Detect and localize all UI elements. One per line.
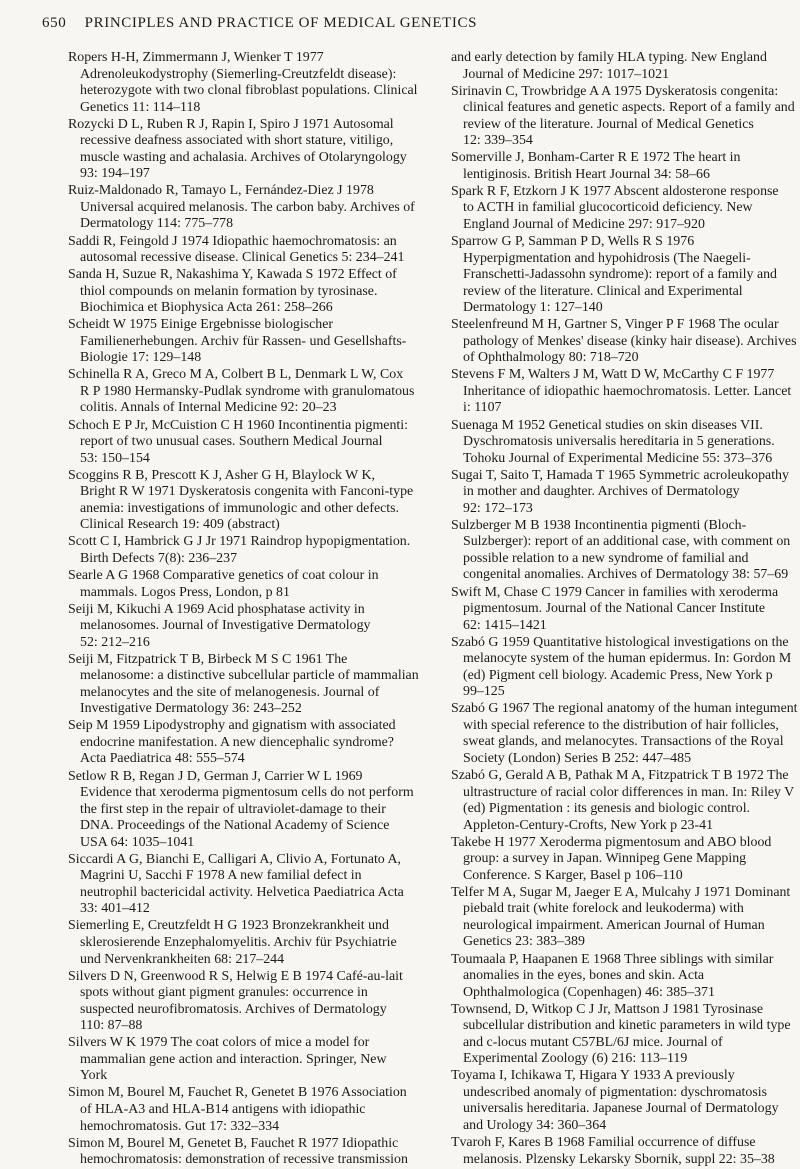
reference-line: Sulzberger): report of an additional case, with comment on — [463, 534, 791, 550]
reference-line: Schinella R A, Greco M A, Colbert B L, Denmark L W, Cox — [68, 367, 404, 383]
reference-line: thiol compounds on melanin formation by tyrosinase. — [80, 283, 378, 299]
reference-line: of HLA-A3 and HLA-B14 antigens with idiopathic — [80, 1101, 366, 1117]
reference-line: Steelenfreund M H, Gartner S, Vinger P F 1968 The ocular — [451, 317, 779, 333]
reference-line: Seiji M, Fitzpatrick T B, Birbeck M S C 1961 The — [68, 651, 348, 667]
reference-line: 52: 212–216 — [80, 634, 150, 650]
reference-line: 12: 339–354 — [463, 133, 533, 149]
reference-entry — [451, 468, 796, 518]
reference-entry — [68, 918, 413, 968]
reference-line: Searle A G 1968 Comparative genetics of coat colour in — [68, 567, 379, 583]
reference-line: spots without giant pigment granules: occurrence in — [80, 985, 368, 1001]
reference-entry — [451, 367, 796, 417]
reference-entry — [68, 418, 413, 468]
reference-line: melanosomes. Journal of Investigative Dermatology — [80, 618, 371, 634]
reference-line: ultrastructure of racial color differences in man. In: Riley V — [463, 784, 795, 800]
reference-entry — [68, 602, 413, 652]
reference-line: R P 1980 Hermansky-Pudlak syndrome with granulomatous — [80, 383, 415, 399]
reference-entry — [451, 150, 796, 183]
reference-entry — [451, 835, 796, 885]
reference-line: Sparrow G P, Samman P D, Wells R S 1976 — [451, 234, 695, 250]
reference-line: anemia: investigations of immunologic and other defects. — [80, 500, 400, 516]
reference-line: Tohoku Journal of Experimental Medicine 55: 373–376 — [463, 450, 773, 466]
reference-line: sweat glands, and melanocytes. Transactions of the Royal — [463, 734, 784, 750]
reference-line: Adrenoleukodystrophy (Siemerling-Creutzfeldt disease): — [80, 66, 397, 82]
reference-entry — [451, 1002, 796, 1068]
reference-entry — [68, 969, 413, 1035]
running-title: PRINCIPLES AND PRACTICE OF MEDICAL GENETICS — [84, 15, 478, 31]
reference-entry — [68, 718, 413, 768]
reference-line: Spark R F, Etzkorn J K 1977 Abscent aldosterone response — [451, 183, 779, 199]
reference-line: of Ophthalmology 80: 718–720 — [463, 350, 639, 366]
reference-line: Scott C I, Hambrick G J Jr 1971 Raindrop hypopigmentation. — [68, 534, 411, 550]
reference-line: Toumaala P, Haapanen E 1968 Three siblings with similar — [451, 951, 774, 967]
reference-entry — [451, 885, 796, 951]
reference-line: Somerville J, Bonham-Carter R E 1972 The heart in — [451, 150, 741, 166]
reference-line: Acta Paediatrica 48: 555–574 — [80, 751, 245, 767]
reference-line: Hyperpigmentation and hypohidrosis (The Naegeli- — [463, 250, 751, 266]
reference-line: Genetics 23: 383–389 — [463, 934, 585, 950]
reference-line: review of the literature. Clinical and Experimental — [463, 283, 743, 299]
reference-entry — [451, 317, 796, 367]
reference-entry — [68, 1136, 413, 1169]
reference-line: Seip M 1959 Lipodystrophy and gignatism with associated — [68, 718, 396, 734]
reference-line: Society (London) Series B 252: 447–485 — [463, 750, 692, 766]
reference-line: Sulzberger M B 1938 Incontinentia pigmenti (Bloch- — [451, 517, 747, 533]
reference-line: Conference. S Karger, Basel p 106–110 — [463, 867, 683, 883]
reference-line: Silvers D N, Greenwood R S, Helwig E B 1974 Café-au-lait — [68, 968, 403, 984]
reference-line: universalis hereditaria. Japanese Journal of Dermatology — [463, 1101, 779, 1117]
reference-line: neutrophil bactericidal activity. Helvetica Paediatrica Acta — [80, 884, 404, 900]
reference-line: (ed) Pigmentation : its genesis and biologic control. — [463, 801, 751, 817]
reference-line: Telfer M A, Sugar M, Jaeger E A, Mulcahy J 1971 Dominant — [451, 884, 791, 900]
reference-entry — [68, 50, 418, 116]
reference-line: mammals. Logos Press, London, p 81 — [80, 584, 290, 600]
reference-line: Townsend, D, Witkop C J Jr, Mattson J 1981 Tyrosinase — [451, 1001, 764, 1017]
reference-line: Bright R W 1971 Dyskeratosis congenita with Fanconi-type — [80, 484, 414, 500]
reference-line: (ed) Pigment cell biology. Academic Press, New York p — [463, 667, 773, 683]
reference-entry — [68, 468, 413, 534]
reference-line: muscle wasting and achalasia. Archives of Otolaryngology — [80, 149, 407, 165]
reference-entry — [68, 1085, 413, 1135]
reference-line: Ophthalmologica (Copenhagen) 46: 385–371 — [463, 984, 715, 1000]
reference-entry — [68, 568, 413, 601]
reference-entry — [451, 184, 796, 234]
reference-line: neurological impairment. American Journal of Human — [463, 917, 765, 933]
reference-entry — [68, 117, 413, 183]
page-header — [42, 15, 477, 32]
reference-entry — [68, 317, 413, 367]
reference-line: Clinical Research 19: 409 (abstract) — [80, 517, 280, 533]
reference-line: autosomal recessive disease. Clinical Genetics 5: 234–241 — [80, 250, 405, 266]
reference-line: Rozycki D L, Ruben R J, Rapin I, Spiro J 1971 Autosomal — [68, 116, 394, 132]
reference-line: Investigative Dermatology 36: 243–252 — [80, 701, 302, 717]
reference-entry — [68, 534, 413, 567]
reference-line: Biochimica et Biophysica Acta 261: 258–266 — [80, 300, 333, 316]
reference-line: heterozygote with two clonal fibroblast populations. Clinical — [80, 83, 418, 99]
reference-line: lentiginosis. British Heart Journal 34: 58–66 — [463, 166, 710, 182]
reference-entry — [451, 84, 796, 150]
reference-line: Tvaroh F, Kares B 1968 Familial occurrence of diffuse — [451, 1135, 756, 1151]
reference-line: Biologie 17: 129–148 — [80, 350, 202, 366]
reference-line: 99–125 — [463, 684, 505, 700]
left-reference-column — [68, 50, 419, 1169]
reference-line: Szabó G, Gerald A B, Pathak M A, Fitzpatrick T B 1972 The — [451, 768, 789, 784]
reference-line: England Journal of Medicine 297: 917–920 — [463, 216, 705, 232]
reference-line: report of two unusual cases. Southern Medical Journal — [80, 434, 383, 450]
reference-line: York — [80, 1068, 108, 1084]
reference-line: and Urology 34: 360–364 — [463, 1118, 607, 1133]
reference-line: 93: 194–197 — [80, 166, 150, 182]
reference-line: Universal acquired melanosis. The carbon baby. Archives of — [80, 199, 415, 215]
reference-line: Schoch E P Jr, McCuistion C H 1960 Incontinentia pigmenti: — [68, 417, 408, 433]
reference-line: Suenaga M 1952 Genetical studies on skin diseases VII. — [451, 417, 763, 433]
reference-line: Toyama I, Ichikawa T, Higara Y 1933 A previously — [451, 1068, 735, 1084]
reference-entry — [451, 234, 796, 317]
reference-entry — [451, 50, 796, 83]
reference-line: Ruiz-Maldonado R, Tamayo L, Fernández-Diez J 1978 — [68, 183, 374, 199]
reference-line: Setlow R B, Regan J D, German J, Carrier W L 1969 — [68, 768, 363, 784]
reference-line: 53: 150–154 — [80, 450, 150, 466]
reference-line: Sanda H, Suzue R, Nakashima Y, Kawada S 1972 Effect of — [68, 267, 397, 283]
reference-line: piebald trait (white forelock and leukoderma) with — [463, 901, 744, 917]
reference-line: Siemerling E, Creutzfeldt H G 1923 Bronzekrankheit und — [68, 918, 389, 934]
reference-line: Dyschromatosis universalis hereditaria in 5 generations. — [463, 434, 775, 450]
reference-entry — [68, 267, 413, 317]
reference-line: in mother and daughter. Archives of Dermatology — [463, 484, 740, 500]
reference-line: and c-locus mutant C57BL/6J mice. Journal of — [463, 1034, 723, 1050]
reference-line: melanosis. Plzensky Lekarsky Sbornik, suppl 22: 35–38 — [463, 1151, 775, 1167]
reference-entry — [451, 768, 796, 834]
reference-line: Journal of Medicine 297: 1017–1021 — [463, 66, 670, 82]
reference-line: Sugai T, Saito T, Hamada T 1965 Symmetric acroleukopathy — [451, 467, 789, 483]
reference-line: Birth Defects 7(8): 236–237 — [80, 550, 238, 566]
reference-line: i: 1107 — [463, 400, 502, 416]
reference-line: and early detection by family HLA typing. New England — [451, 50, 767, 65]
reference-line: 62: 1415–1421 — [463, 617, 547, 633]
reference-entry — [68, 367, 413, 417]
reference-line: Dermatology 114: 775–778 — [80, 216, 234, 232]
reference-line: hemochromatosis: demonstration of recessive transmission — [80, 1152, 408, 1168]
reference-line: Takebe H 1977 Xeroderma pigmentosum and ABO blood — [451, 834, 772, 850]
reference-entry — [451, 635, 796, 701]
reference-line: und Nervenkrankheiten 68: 217–244 — [80, 951, 285, 967]
reference-entry — [451, 952, 796, 1002]
reference-line: USA 64: 1035–1041 — [80, 834, 195, 850]
reference-line: with special reference to the distribution of hair follicles, — [463, 717, 779, 733]
reference-line: undescribed anomaly of pigmentation: dyschromatosis — [463, 1084, 767, 1100]
reference-line: 92: 172–173 — [463, 500, 533, 516]
reference-entry — [68, 769, 413, 852]
reference-line: Scheidt W 1975 Einige Ergebnisse biologischer — [68, 317, 334, 333]
reference-entry — [68, 1035, 413, 1085]
reference-line: anomalies in the eyes, bones and skin. Acta — [463, 968, 705, 984]
reference-line: Familienerhebungen. Archiv für Rassen- und Gesellshafts- — [80, 333, 407, 349]
reference-line: the first step in the repair of ultraviolet-damage to their — [80, 801, 386, 817]
reference-line: DNA. Proceedings of the National Academy of Science — [80, 818, 390, 834]
reference-line: Inheritance of idiopathic haemochromatosis. Letter. Lancet — [463, 383, 792, 399]
reference-line: Dermatology 1: 127–140 — [463, 300, 603, 316]
reference-line: Ropers H-H, Zimmermann J, Wienker T 1977 — [68, 50, 324, 65]
reference-line: 33: 401–412 — [80, 901, 150, 917]
reference-line: 110: 87–88 — [80, 1018, 143, 1034]
reference-line: Szabó G 1959 Quantitative histological investigations on the — [451, 634, 789, 650]
reference-line: Experimental Zoology (6) 216: 113–119 — [463, 1051, 688, 1067]
reference-line: Silvers W K 1979 The coat colors of mice a model for — [68, 1035, 370, 1051]
reference-line: sklerosierende Enzephalomyelitis. Archiv für Psychiatrie — [80, 934, 397, 950]
reference-line: congenital anomalies. Archives of Dermatology 38: 57–69 — [463, 567, 789, 583]
reference-line: pathology of Menkes' disease (kinky hair disease). Archives — [463, 333, 797, 349]
reference-line: Seiji M, Kikuchi A 1969 Acid phosphatase activity in — [68, 601, 365, 617]
reference-line: to ACTH in familial glucocorticoid deficiency. New — [463, 200, 753, 216]
reference-line: Szabó G 1967 The regional anatomy of the human integument — [451, 701, 798, 717]
reference-line: melanocytes and the site of melanogenesis. Journal of — [80, 684, 380, 700]
reference-line: colitis. Annals of Internal Medicine 92: 20–23 — [80, 400, 337, 416]
reference-line: Saddi R, Feingold J 1974 Idiopathic haemochromatosis: an — [68, 233, 397, 249]
reference-entry — [451, 1068, 796, 1134]
reference-line: group: a survey in Japan. Winnipeg Gene Mapping — [463, 851, 747, 867]
reference-line: suspected neurofibromatosis. Archives of Dermatology — [80, 1001, 387, 1017]
reference-entry — [451, 418, 796, 468]
reference-line: Scoggins R B, Prescott K J, Asher G H, Blaylock W K, — [68, 467, 376, 483]
reference-line: subcellular distribution and kinetic parameters in wild type — [463, 1018, 791, 1034]
reference-line: recessive deafness associated with short stature, vitiligo, — [80, 133, 394, 149]
reference-line: Siccardi A G, Bianchi E, Calligari A, Clivio A, Fortunato A, — [68, 851, 401, 867]
reference-entry — [68, 852, 413, 918]
reference-line: hemochromatosis. Gut 17: 332–334 — [80, 1118, 280, 1134]
reference-line: Sirinavin C, Trowbridge A A 1975 Dyskeratosis congenita: — [451, 83, 779, 99]
reference-line: Evidence that xeroderma pigmentosum cells do not perform — [80, 785, 414, 801]
reference-line: melanocyte system of the human epidermus. In: Gordon M — [463, 651, 792, 667]
reference-line: Swift M, Chase C 1979 Cancer in families with xeroderma — [451, 584, 779, 600]
reference-entry — [68, 651, 419, 718]
reference-line: melanosome: a distinctive subcellular particle of mammalian — [80, 668, 419, 684]
reference-line: Magrini U, Sacchi F 1978 A new familial defect in — [80, 868, 362, 884]
reference-entry — [68, 183, 413, 233]
reference-line: Simon M, Bourel M, Genetet B, Fauchet R 1977 Idiopathic — [68, 1135, 399, 1151]
reference-entry — [451, 701, 796, 767]
reference-line: endocrine manifestation. A new diencephalic syndrome? — [80, 734, 394, 750]
reference-line: Franschetti-Jadassohn syndrome): report of a family and — [463, 267, 777, 283]
reference-line: Stevens F M, Walters J M, Watt D W, McCarthy C F 1977 — [451, 367, 775, 383]
reference-line: pigmentosum. Journal of the National Cancer Institute — [463, 601, 766, 617]
reference-line: Appleton-Century-Crofts, New York p 23-41 — [463, 817, 714, 833]
reference-line: possible relation to a new syndrome of familial and — [463, 550, 749, 566]
reference-line: mammalian gene action and interaction. Springer, New — [80, 1051, 387, 1067]
right-reference-column — [451, 50, 796, 1169]
reference-entry — [451, 585, 796, 635]
reference-line: Genetics 11: 114–118 — [80, 99, 201, 115]
reference-entry — [68, 234, 413, 267]
page-number: 650 — [42, 15, 67, 31]
reference-entry — [451, 518, 796, 584]
reference-line: clinical features and genetic aspects. Report of a family and — [463, 100, 795, 116]
reference-line: review of the literature. Journal of Medical Genetics — [463, 116, 754, 132]
reference-line: Simon M, Bourel M, Fauchet R, Genetet B 1976 Association — [68, 1085, 407, 1101]
reference-entry — [451, 1135, 796, 1168]
